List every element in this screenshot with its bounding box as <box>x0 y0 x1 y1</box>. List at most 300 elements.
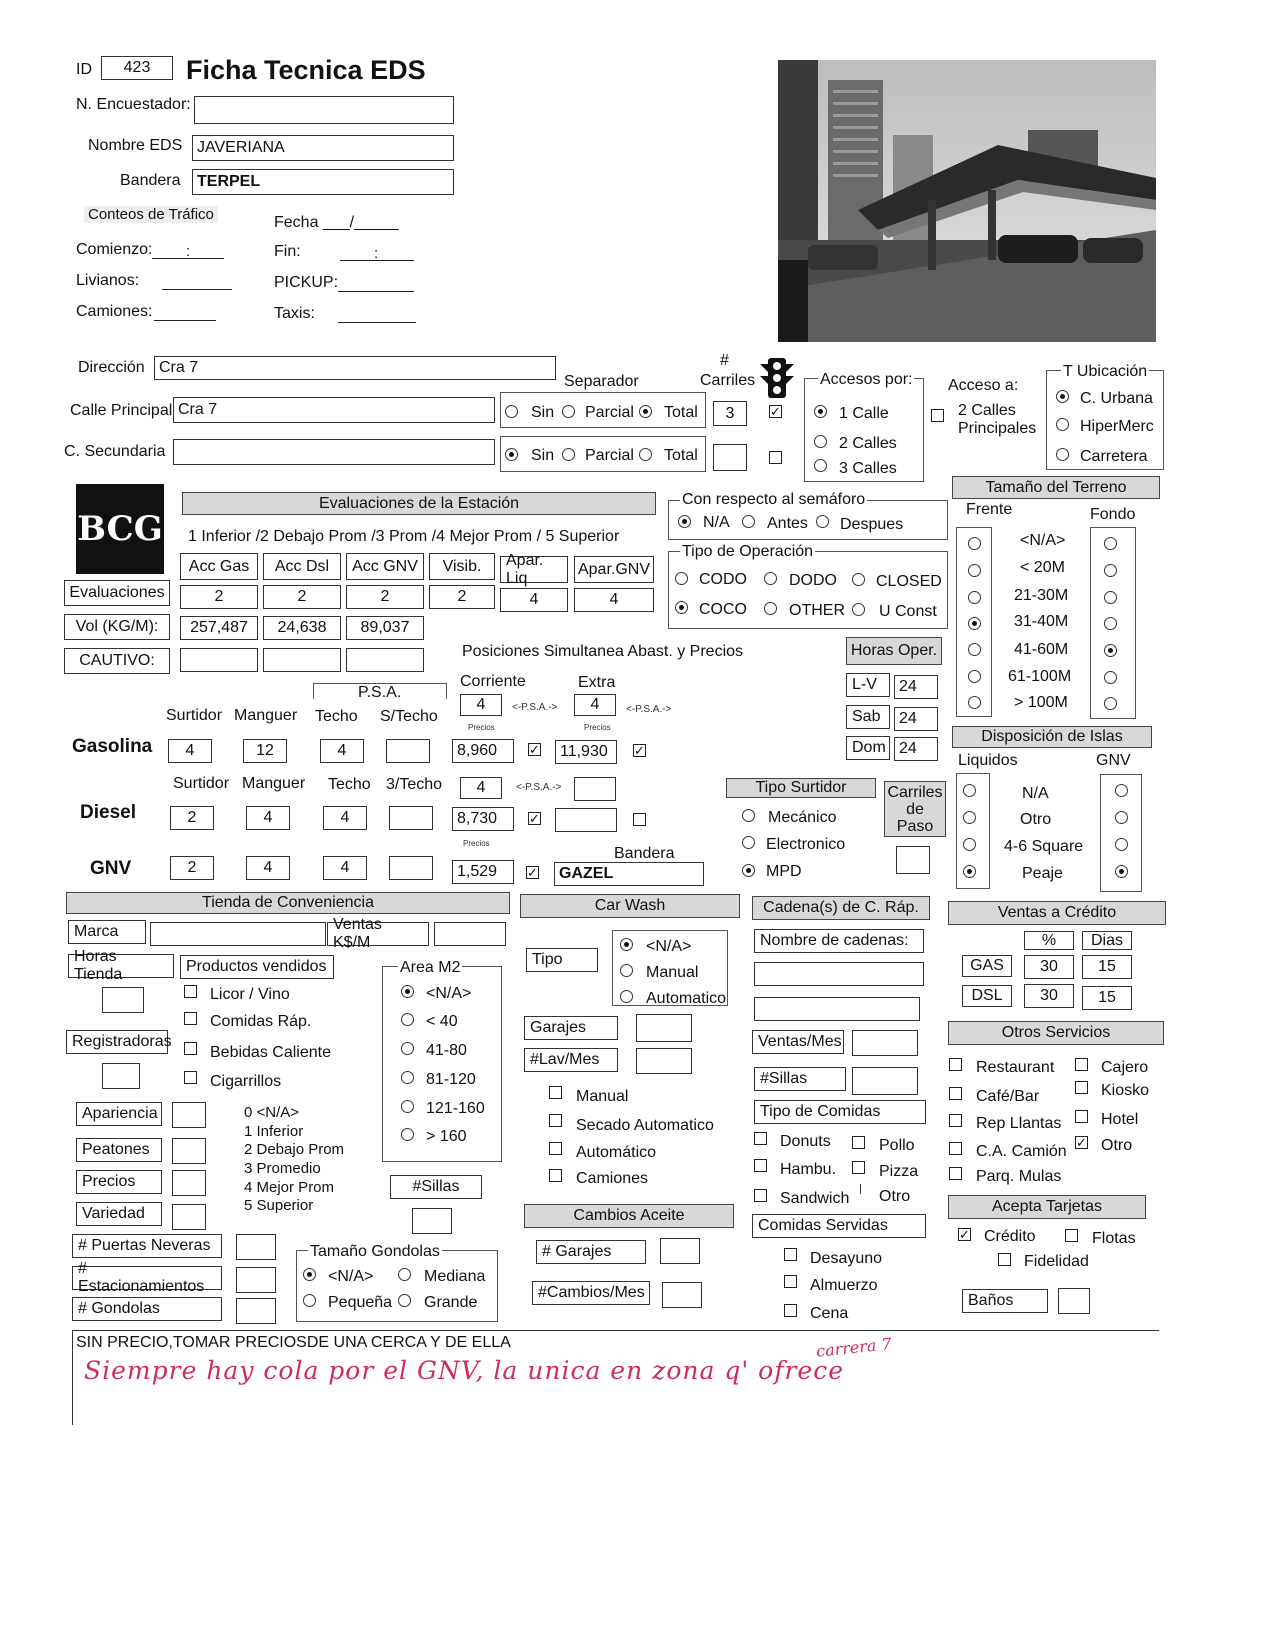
gnv-techo-field[interactable]: 4 <box>323 856 367 880</box>
semaforo-antes-radio[interactable] <box>742 515 755 528</box>
islas-gnv-radio-3[interactable] <box>1115 838 1128 851</box>
carriles-principal-field[interactable]: 3 <box>713 401 747 426</box>
carwash-garajes-label: Garajes <box>524 1016 618 1040</box>
productos-licor-checkbox[interactable] <box>184 985 197 998</box>
area-option-5: 121-160 <box>426 1100 485 1117</box>
otros-header: Otros Servicios <box>948 1021 1164 1045</box>
livianos-field[interactable] <box>162 289 232 290</box>
surtidor-option-1: Mecánico <box>768 809 837 826</box>
carwash-lavmes-field[interactable] <box>636 1048 692 1074</box>
horas-dom-label: Dom <box>846 736 890 760</box>
otros-hotel-checkbox[interactable] <box>1075 1110 1088 1123</box>
servidas-almuerzo-checkbox[interactable] <box>784 1275 797 1288</box>
comida-tipo-5: Sandwich <box>780 1190 850 1207</box>
otros-restaurant-checkbox[interactable] <box>949 1058 962 1071</box>
comida-tipo-4: Pizza <box>879 1163 919 1180</box>
surtidor-mecanico-radio[interactable] <box>742 809 755 822</box>
fondo-radio-2[interactable] <box>1104 564 1117 577</box>
servidas-cena-checkbox[interactable] <box>784 1304 797 1317</box>
comienzo-sep: : <box>186 243 191 260</box>
fondo-radio-5[interactable] <box>1104 644 1117 657</box>
comida-pizza-checkbox[interactable] <box>852 1161 865 1174</box>
gondola-pequena-radio[interactable] <box>303 1294 316 1307</box>
otros-right-1: Cajero <box>1101 1059 1149 1076</box>
tienda-scale-2: 2 Debajo Prom <box>244 1141 345 1158</box>
pickup-field[interactable] <box>338 291 414 292</box>
gas-precio-small-2: Precios <box>584 723 611 732</box>
col-apar-gnv: Apar.GNV <box>574 556 654 583</box>
acceso-a-checkbox[interactable] <box>931 409 944 422</box>
tarjetas-fidelidad-checkbox[interactable] <box>998 1253 1011 1266</box>
otros-cajero-checkbox[interactable] <box>1075 1058 1088 1071</box>
otros-camion-checkbox[interactable] <box>949 1142 962 1155</box>
cadena-nombre-label: Nombre de cadenas: <box>754 929 924 953</box>
tarjetas-credito-label: Crédito <box>984 1228 1036 1245</box>
puertas-neveras-label: # Puertas Neveras <box>72 1234 222 1258</box>
tarjetas-fidelidad-label: Fidelidad <box>1024 1253 1089 1270</box>
sep-principal-parcial-radio[interactable] <box>562 405 575 418</box>
islas-option-4: Peaje <box>1022 865 1063 882</box>
dsl-col-techo: Techo <box>328 776 371 793</box>
sep-option-total: Total <box>664 404 698 421</box>
acceso-a-option: 2 Calles Principales <box>958 402 1037 437</box>
islas-gnv-radio-1[interactable] <box>1115 784 1128 797</box>
carriles-paso-field[interactable] <box>896 846 930 874</box>
gnv-stecho-field[interactable] <box>389 856 433 880</box>
surtidor-option-3: MPD <box>766 863 802 880</box>
terreno-option-1: <N/A> <box>1020 532 1066 549</box>
precios-eval-field[interactable] <box>172 1170 206 1196</box>
area-radio-5[interactable] <box>401 1100 414 1113</box>
gas-col-manguer: Manguer <box>234 707 298 724</box>
area-option-3: 41-80 <box>426 1042 467 1059</box>
apariencia-label: Apariencia <box>76 1102 162 1126</box>
apariencia-field[interactable] <box>172 1102 206 1128</box>
horas-dom-field[interactable]: 24 <box>894 737 938 761</box>
carriles-secundaria-field[interactable] <box>713 444 747 471</box>
tienda-scale-5: 5 Superior <box>244 1197 314 1214</box>
cadena-nombre-field-1[interactable] <box>754 962 924 986</box>
sep-principal-sin-radio[interactable] <box>505 405 518 418</box>
gnv-label: GNV <box>90 858 132 879</box>
dsl-precio-small: Precios <box>463 839 490 848</box>
col-acc-dsl: Acc Dsl <box>263 553 341 580</box>
gas-psa-arrow-1: <-P.S.A.-> <box>512 702 558 713</box>
otros-cafe-checkbox[interactable] <box>949 1087 962 1100</box>
gas-stecho-field[interactable] <box>386 739 430 763</box>
productos-comidas-checkbox[interactable] <box>184 1012 197 1025</box>
dsl-precio-2-checkbox[interactable] <box>633 813 646 826</box>
semaforo-option-3: Despues <box>840 516 904 533</box>
frente-radio-1[interactable] <box>968 537 981 550</box>
carwash-automatico-checkbox[interactable] <box>549 1142 562 1155</box>
carwash-secado-checkbox[interactable] <box>549 1114 562 1127</box>
terreno-option-5: 41-60M <box>1014 641 1069 658</box>
islas-header: Disposición de Islas <box>952 726 1152 748</box>
productos-cigarrillos-checkbox[interactable] <box>184 1071 197 1084</box>
fondo-radio-6[interactable] <box>1104 671 1117 684</box>
fondo-radio-3[interactable] <box>1104 591 1117 604</box>
operacion-uconst-radio[interactable] <box>852 603 865 616</box>
comida-donuts-checkbox[interactable] <box>754 1132 767 1145</box>
islas-option-1: N/A <box>1022 785 1049 802</box>
credito-dsl-dias-field[interactable]: 15 <box>1082 986 1132 1010</box>
islas-liq-radio-3[interactable] <box>963 838 976 851</box>
gnv-surtidor-field[interactable]: 2 <box>170 856 214 880</box>
taxis-label: Taxis: <box>274 305 315 322</box>
area-radio-4[interactable] <box>401 1071 414 1084</box>
area-label: Area M2 <box>400 959 461 976</box>
sep2-option-parcial: Parcial <box>585 447 634 464</box>
ubicacion-urbana-radio[interactable] <box>1056 390 1069 403</box>
credito-dsl-pct-field[interactable]: 30 <box>1024 984 1074 1008</box>
fondo-radio-7[interactable] <box>1104 697 1117 710</box>
horas-lv-field[interactable]: 24 <box>894 675 938 699</box>
tarjetas-flotas-label: Flotas <box>1092 1230 1136 1247</box>
comida-sandwich-checkbox[interactable] <box>754 1189 767 1202</box>
dsl-surtidor-field[interactable]: 2 <box>170 806 214 830</box>
gondolas-field[interactable] <box>236 1298 276 1324</box>
comida-pollo-checkbox[interactable] <box>852 1136 865 1149</box>
cautivo-dsl-field[interactable] <box>263 648 341 672</box>
aceite-cambios-label: #Cambios/Mes <box>532 1281 650 1305</box>
tarjetas-credito-checkbox[interactable]: ✓ <box>959 1227 970 1242</box>
carriles-label: Carriles <box>700 372 756 389</box>
variedad-field[interactable] <box>172 1204 206 1230</box>
carwash-item-1: Manual <box>576 1088 629 1105</box>
tarjetas-flotas-checkbox[interactable] <box>1065 1229 1078 1242</box>
carwash-item-3: Automático <box>576 1144 657 1161</box>
bcg-logo: BCG <box>76 484 164 574</box>
carwash-lavmes-label: #Lav/Mes <box>524 1048 618 1072</box>
otros-right-2: Kiosko <box>1101 1082 1150 1099</box>
col-acc-gas: Acc Gas <box>180 553 258 580</box>
frente-radio-4[interactable] <box>968 617 981 630</box>
encuestador-field[interactable] <box>194 96 454 124</box>
dsl-manguer-field[interactable]: 4 <box>246 806 290 830</box>
aceite-garajes-field[interactable] <box>660 1238 700 1264</box>
vol-gas-field[interactable]: 257,487 <box>180 616 258 640</box>
islas-gnv-radio-2[interactable] <box>1115 811 1128 824</box>
comida-tipo-1: Donuts <box>780 1133 831 1150</box>
gondola-na-radio[interactable] <box>303 1268 316 1281</box>
calle-principal-field[interactable]: Cra 7 <box>173 397 495 423</box>
area-radio-3[interactable] <box>401 1042 414 1055</box>
diesel-label: Diesel <box>80 802 136 823</box>
eval-visib-field[interactable]: 2 <box>429 585 495 609</box>
operacion-option-2: DODO <box>789 572 837 589</box>
horas-tienda-field[interactable] <box>102 987 144 1013</box>
carwash-header: Car Wash <box>520 894 740 918</box>
peatones-field[interactable] <box>172 1138 206 1164</box>
camiones-label: Camiones: <box>76 303 153 320</box>
cautivo-gas-field[interactable] <box>180 648 258 672</box>
dsl-precio-2-field[interactable] <box>555 808 617 832</box>
vol-dsl-field[interactable]: 24,638 <box>263 616 341 640</box>
operacion-dodo-radio[interactable] <box>764 572 777 585</box>
terreno-header: Tamaño del Terreno <box>952 476 1160 499</box>
frente-radio-6[interactable] <box>968 670 981 683</box>
islas-liq-radio-1[interactable] <box>963 784 976 797</box>
otros-left-2: Café/Bar <box>976 1088 1040 1105</box>
ubicacion-label: T Ubicación <box>1063 363 1148 380</box>
gas-col-stecho: S/Techo <box>380 708 438 725</box>
gondola-grande-radio[interactable] <box>398 1294 411 1307</box>
gnv-manguer-field[interactable]: 4 <box>246 856 290 880</box>
acceso-a-label: Acceso a: <box>948 377 1019 394</box>
bandera-label: Bandera <box>120 172 181 189</box>
semaforo-na-radio[interactable] <box>678 515 691 528</box>
frente-radio-3[interactable] <box>968 591 981 604</box>
productos-item-4: Cigarrillos <box>210 1073 282 1090</box>
eval-acc-gnv-field[interactable]: 2 <box>346 585 424 609</box>
accesos-2-radio[interactable] <box>814 435 827 448</box>
estacionamientos-field[interactable] <box>236 1267 276 1293</box>
surtidor-mpd-radio[interactable] <box>742 864 755 877</box>
comida-hambu-checkbox[interactable] <box>754 1159 767 1172</box>
camiones-field[interactable] <box>154 320 216 321</box>
islas-gnv-radio-4[interactable] <box>1115 865 1128 878</box>
operacion-other-radio[interactable] <box>764 602 777 615</box>
servidas-desayuno-checkbox[interactable] <box>784 1248 797 1261</box>
extra-label: Extra <box>578 674 616 691</box>
bandera-field[interactable]: TERPEL <box>192 169 454 195</box>
psa-label: P.S.A. <box>358 684 402 701</box>
carwash-garajes-field[interactable] <box>636 1014 692 1042</box>
vol-row-label: Vol (KG/M): <box>64 614 170 640</box>
carwash-na-radio[interactable] <box>620 938 633 951</box>
puertas-neveras-field[interactable] <box>236 1234 276 1260</box>
gnv-precio-field[interactable]: 1,529 <box>452 860 514 884</box>
dsl-techo-field[interactable]: 4 <box>323 806 367 830</box>
gas-precio-extra-checkbox[interactable]: ✓ <box>634 743 645 758</box>
fondo-radio-1[interactable] <box>1104 537 1117 550</box>
gas-psa-arrow-2: <-P.S.A.-> <box>626 704 672 715</box>
frente-radio-7[interactable] <box>968 696 981 709</box>
dsl-col-stecho: 3/Techo <box>386 776 443 793</box>
vol-gnv-field[interactable]: 89,037 <box>346 616 424 640</box>
tienda-ventas-label: Ventas K$/M <box>327 922 429 946</box>
otros-right-3: Hotel <box>1101 1111 1139 1128</box>
evaluaciones-scale: 1 Inferior /2 Debajo Prom /3 Prom /4 Mejor Prom / 5 Superior <box>188 528 620 545</box>
comida-otro-mark <box>860 1184 861 1194</box>
carwash-manual-checkbox[interactable] <box>549 1086 562 1099</box>
carwash-manual-radio[interactable] <box>620 964 633 977</box>
operacion-codo-radio[interactable] <box>675 572 688 585</box>
id-field[interactable]: 423 <box>101 56 173 80</box>
comida-tipo-2: Pollo <box>879 1137 915 1154</box>
productos-item-2: Comidas Ráp. <box>210 1013 312 1030</box>
carriles-hash: # <box>720 352 729 369</box>
notes-handwritten-insert: carrera 7 <box>815 1334 893 1361</box>
carwash-tipo-option-3: Automatico <box>646 990 727 1007</box>
fecha-label: Fecha ___/_____ <box>274 214 399 231</box>
direccion-field[interactable]: Cra 7 <box>154 356 556 380</box>
fondo-radio-4[interactable] <box>1104 617 1117 630</box>
terreno-frente-label: Frente <box>966 501 1013 518</box>
carwash-item-2: Secado Automatico <box>576 1117 714 1134</box>
sep-secundaria-total-radio[interactable] <box>639 448 652 461</box>
terreno-option-7: > 100M <box>1014 694 1068 711</box>
banos-field[interactable] <box>1058 1288 1090 1314</box>
gas-col-techo: Techo <box>315 708 358 725</box>
dsl-precio-field[interactable]: 8,730 <box>452 807 514 831</box>
dsl-psa-2-field[interactable] <box>574 777 616 801</box>
horas-sab-field[interactable]: 24 <box>894 707 938 731</box>
eval-acc-dsl-field[interactable]: 2 <box>263 585 341 609</box>
direccion-label: Dirección <box>78 359 145 376</box>
registradoras-field[interactable] <box>102 1063 140 1089</box>
islas-option-2: Otro <box>1020 811 1052 828</box>
gas-manguer-field[interactable]: 12 <box>243 739 287 763</box>
cautivo-gnv-field[interactable] <box>346 648 424 672</box>
gnv-precio-checkbox[interactable]: ✓ <box>527 865 538 880</box>
gondola-mediana-radio[interactable] <box>398 1268 411 1281</box>
accesos-option-2: 2 Calles <box>839 435 897 452</box>
accesos-3-radio[interactable] <box>814 459 827 472</box>
area-radio-2[interactable] <box>401 1013 414 1026</box>
operacion-label: Tipo de Operación <box>682 543 814 560</box>
tipo-surtidor-header: Tipo Surtidor <box>726 778 876 798</box>
gas-precio-corriente-field[interactable]: 8,960 <box>452 739 514 763</box>
frente-radio-2[interactable] <box>968 564 981 577</box>
station-photo <box>778 60 1156 342</box>
carwash-item-4: Camiones <box>576 1170 649 1187</box>
cadena-ventas-field[interactable] <box>852 1030 918 1056</box>
tienda-marca-field[interactable] <box>150 922 326 946</box>
sep-secundaria-sin-radio[interactable] <box>505 448 518 461</box>
gas-surtidor-field[interactable]: 4 <box>168 739 212 763</box>
gondola-option-2: Mediana <box>424 1268 486 1285</box>
terreno-option-2: < 20M <box>1020 559 1065 576</box>
dsl-col-manguer: Manguer <box>242 775 306 792</box>
tienda-sillas-field[interactable] <box>412 1208 452 1234</box>
gasolina-label: Gasolina <box>72 736 153 757</box>
gondola-option-3: Pequeña <box>328 1294 393 1311</box>
aceite-garajes-label: # Garajes <box>536 1240 646 1264</box>
ubicacion-carretera-radio[interactable] <box>1056 448 1069 461</box>
gas-techo-field[interactable]: 4 <box>320 739 364 763</box>
surtidor-electronico-radio[interactable] <box>742 836 755 849</box>
taxis-field[interactable] <box>338 322 416 323</box>
tienda-header: Tienda de Conveniencia <box>66 892 510 914</box>
eval-apar-liq-field[interactable]: 4 <box>500 588 568 612</box>
productos-bebidas-checkbox[interactable] <box>184 1042 197 1055</box>
productos-item-3: Bebidas Caliente <box>210 1044 331 1061</box>
semaforo-option-2: Antes <box>767 515 808 532</box>
traffic-light-icon <box>760 358 794 402</box>
separador-label: Separador <box>564 373 639 390</box>
sep2-option-total: Total <box>664 447 698 464</box>
islas-liq-radio-2[interactable] <box>963 811 976 824</box>
comida-tipo-6: Otro <box>879 1188 911 1205</box>
tienda-scale-1: 1 Inferior <box>244 1123 304 1140</box>
gnv-bandera-label: Bandera <box>614 845 675 862</box>
semaforo-secundaria-checkbox[interactable] <box>769 451 782 464</box>
area-radio-6[interactable] <box>401 1128 414 1141</box>
eval-apar-gnv-field[interactable]: 4 <box>574 588 654 612</box>
credito-dias-label: Dias <box>1082 931 1132 950</box>
gas-corriente-psa-field[interactable]: 4 <box>460 694 502 716</box>
tarjetas-header: Acepta Tarjetas <box>948 1195 1146 1219</box>
ubicacion-option-3: Carretera <box>1080 448 1148 465</box>
servidas-item-3: Cena <box>810 1305 849 1322</box>
dsl-stecho-field[interactable] <box>389 806 433 830</box>
operacion-coco-radio[interactable] <box>675 601 688 614</box>
servidas-item-2: Almuerzo <box>810 1277 878 1294</box>
sep-principal-total-radio[interactable] <box>639 405 652 418</box>
credito-header: Ventas a Crédito <box>948 901 1166 925</box>
islas-liq-radio-4[interactable] <box>963 865 976 878</box>
aceite-cambios-field[interactable] <box>662 1282 702 1308</box>
tipo-comidas-label: Tipo de Comidas <box>754 1100 926 1124</box>
carwash-camiones-checkbox[interactable] <box>549 1169 562 1182</box>
nombre-eds-field[interactable]: JAVERIANA <box>192 135 454 161</box>
otros-otro-checkbox[interactable]: ✓ <box>1076 1135 1087 1150</box>
gnv-bandera-field[interactable]: GAZEL <box>554 862 704 886</box>
semaforo-despues-radio[interactable] <box>816 515 829 528</box>
terreno-option-6: 61-100M <box>1008 668 1072 685</box>
otros-left-3: Rep Llantas <box>976 1115 1062 1132</box>
corriente-label: Corriente <box>460 673 526 690</box>
ubicacion-hipermerc-radio[interactable] <box>1056 418 1069 431</box>
cadena-ventas-label: Ventas/Mes <box>752 1030 844 1054</box>
area-option-6: > 160 <box>426 1128 467 1145</box>
dsl-col-surtidor: Surtidor <box>173 775 230 792</box>
gas-extra-psa-field[interactable]: 4 <box>574 694 616 716</box>
credito-gas-dias-field[interactable]: 15 <box>1082 955 1132 979</box>
terreno-option-4: 31-40M <box>1014 613 1069 630</box>
gas-precio-extra-field[interactable]: 11,930 <box>555 740 617 764</box>
semaforo-principal-checkbox[interactable]: ✓ <box>770 404 781 419</box>
gondolas-tamano-label: Tamaño Gondolas <box>310 1243 440 1260</box>
otros-kiosko-checkbox[interactable] <box>1075 1081 1088 1094</box>
credito-gas-pct-field[interactable]: 30 <box>1024 955 1074 979</box>
operacion-closed-radio[interactable] <box>852 573 865 586</box>
aceite-header: Cambios Aceite <box>524 1204 734 1228</box>
fin-sep: : <box>374 245 379 262</box>
otros-llantas-checkbox[interactable] <box>949 1114 962 1127</box>
gas-precio-corriente-checkbox[interactable]: ✓ <box>529 742 540 757</box>
tienda-scale-0: 0 <N/A> <box>244 1104 300 1121</box>
ubicacion-option-1: C. Urbana <box>1080 390 1153 407</box>
surtidor-option-2: Electronico <box>766 836 846 853</box>
calle-secundaria-field[interactable] <box>173 439 495 465</box>
cadena-nombre-field-2[interactable] <box>754 997 920 1021</box>
tienda-ventas-field[interactable] <box>434 922 506 946</box>
dsl-psa-field[interactable]: 4 <box>460 777 502 799</box>
cadena-sillas-field[interactable] <box>852 1067 918 1095</box>
dsl-precio-checkbox[interactable]: ✓ <box>529 811 540 826</box>
area-radio-1[interactable] <box>401 985 414 998</box>
peatones-label: Peatones <box>76 1138 162 1162</box>
credito-pct-label: % <box>1024 931 1074 950</box>
tienda-sillas-label: #Sillas <box>390 1175 482 1199</box>
carwash-automatico-radio[interactable] <box>620 990 633 1003</box>
evaluaciones-row-label: Evaluaciones <box>64 580 170 606</box>
sep-secundaria-parcial-radio[interactable] <box>562 448 575 461</box>
col-apar-liq: Apar. Liq <box>500 556 568 583</box>
conteos-title: Conteos de Tráfico <box>84 206 218 223</box>
otros-mulas-checkbox[interactable] <box>949 1167 962 1180</box>
frente-radio-5[interactable] <box>968 643 981 656</box>
accesos-1-radio[interactable] <box>814 405 827 418</box>
accesos-option-1: 1 Calle <box>839 405 889 422</box>
accesos-label: Accesos por: <box>820 371 913 388</box>
eval-acc-gas-field[interactable]: 2 <box>180 585 258 609</box>
otros-right-4: Otro <box>1101 1137 1133 1154</box>
sep-option-sin: Sin <box>531 404 555 421</box>
